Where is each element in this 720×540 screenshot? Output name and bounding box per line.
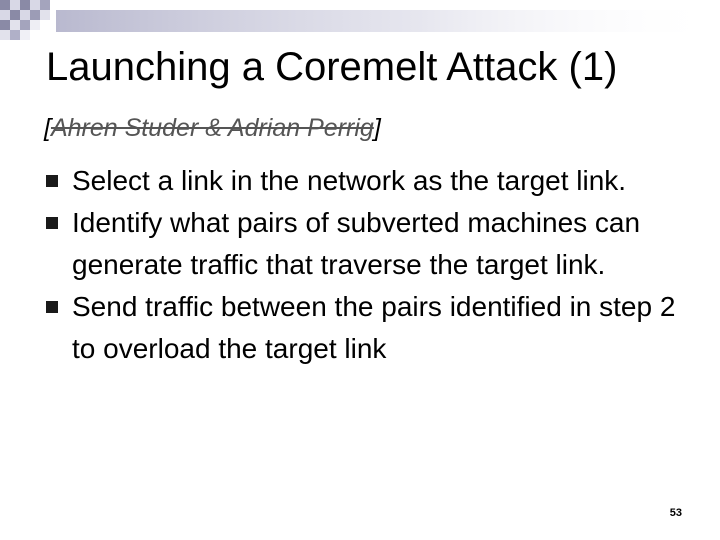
bullet-text: Select a link in the network as the target link. — [72, 165, 627, 196]
citation-authors: Ahren Studer & Adrian Perrig — [50, 114, 374, 142]
page-number: 53 — [669, 507, 682, 519]
square-bullet-icon — [46, 175, 58, 187]
square-bullet-icon — [46, 301, 58, 313]
citation-open-bracket: [ — [44, 114, 51, 142]
bullet-item — [46, 286, 686, 370]
citation — [44, 112, 381, 144]
bullet-text: Send traffic between the pairs identified in step 2 to overload the target link — [72, 291, 676, 364]
bullet-item — [46, 160, 686, 202]
bullet-text: Identify what pairs of subverted machines can generate traffic that traverse the target link. — [72, 207, 641, 280]
bullet-item — [46, 202, 686, 286]
slide-title: Launching a Coremelt Attack (1) — [46, 45, 618, 89]
citation-close-bracket: ] — [373, 114, 381, 142]
square-bullet-icon — [46, 217, 58, 229]
header-checker-decoration — [0, 0, 720, 40]
bullet-list — [46, 160, 686, 370]
